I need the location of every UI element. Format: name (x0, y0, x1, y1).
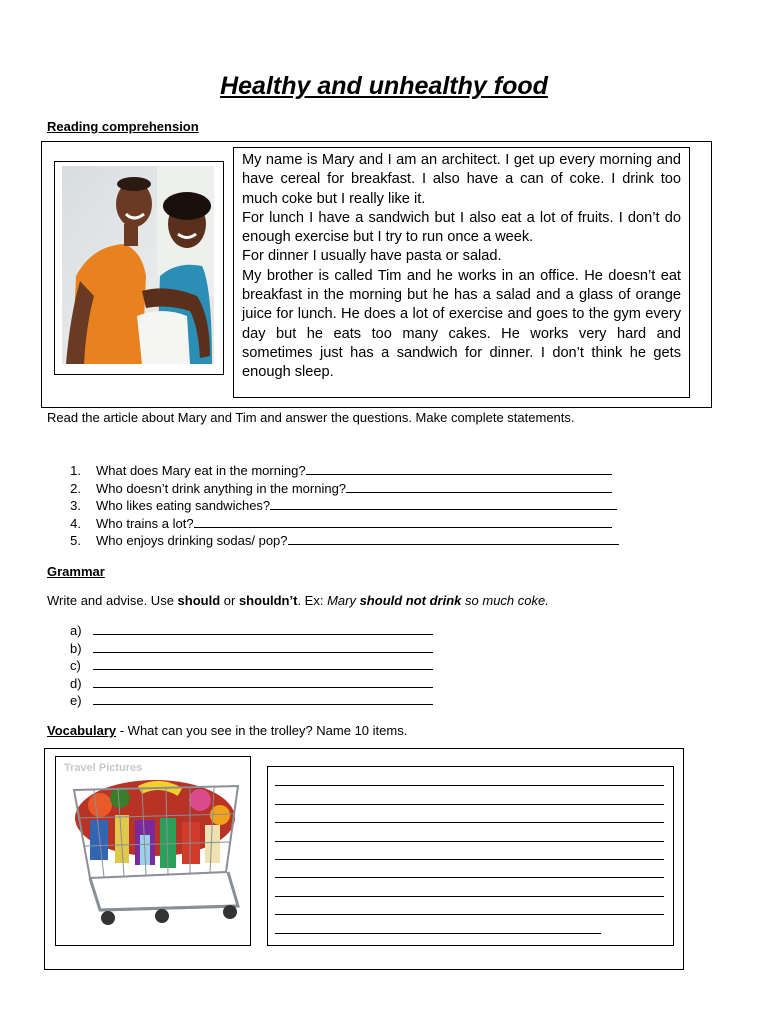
grammar-list (47, 622, 447, 710)
vocabulary-heading: Vocabulary (47, 723, 117, 738)
answer-line[interactable] (346, 480, 612, 493)
answer-line[interactable] (194, 515, 612, 528)
answer-line[interactable] (93, 622, 433, 635)
grammar-item (47, 622, 447, 640)
passage-paragraph: For dinner I usually have pasta or salad. (242, 248, 502, 265)
reading-instruction: Read the article about Mary and Tim and answer the questions. Make complete statements. (47, 410, 575, 425)
question-item (47, 480, 647, 498)
answer-line[interactable] (275, 786, 664, 804)
grammar-item (47, 640, 447, 658)
answer-line[interactable] (93, 692, 433, 705)
answer-line[interactable] (275, 805, 664, 823)
question-item (47, 462, 647, 480)
item-label: e) (70, 693, 82, 709)
question-text: Who enjoys drinking sodas/ pop? (96, 533, 288, 548)
answer-line[interactable] (93, 675, 433, 688)
vocabulary-instruction (47, 723, 407, 738)
question-text: Who doesn’t drink anything in the morning? (96, 480, 347, 496)
question-number: 5. (70, 533, 81, 548)
answer-line[interactable] (275, 842, 664, 860)
example-text: Mary (327, 593, 360, 608)
answer-line[interactable] (270, 497, 617, 510)
instruction-text: . Ex: (297, 593, 328, 608)
grammar-item (47, 675, 447, 693)
answer-line[interactable] (93, 657, 433, 670)
keyword-should: should (177, 593, 221, 608)
question-text: Who trains a lot? (96, 515, 194, 531)
question-item (47, 532, 647, 550)
question-item (47, 515, 647, 533)
example-bold: should not drink (359, 593, 462, 608)
question-list (47, 462, 647, 550)
keyword-shouldnt: shouldn’t (238, 593, 298, 608)
passage-paragraph: My brother is called Tim and he works in an office. He doesn’t eat breakfast in the morning but he has a salad and a glass of orange juice for lunch. He does a lot of exercise and goes to the gym every day but he eats too many cakes. He works very hard and sometimes just has a sandwich for dinner. I don’t think he gets enough sleep. (242, 267, 681, 381)
page-title: Healthy and unhealthy food (220, 72, 548, 100)
question-item (47, 497, 647, 515)
passage-paragraph: My name is Mary and I am an architect. I get up every morning and have cereal for breakfast. I also have a can of coke. I drink too much coke but I really like it. (242, 152, 681, 207)
trolley-photo (60, 760, 248, 932)
example-text: so much coke. (461, 593, 549, 608)
item-label: c) (70, 658, 81, 674)
instruction-text: - What can you see in the trolley? Name 10 items. (116, 723, 408, 738)
grammar-item (47, 692, 447, 710)
item-label: a) (70, 623, 82, 638)
question-number: 3. (70, 498, 81, 513)
answer-line[interactable] (275, 768, 664, 786)
reading-passage (233, 147, 690, 398)
answer-line[interactable] (275, 897, 664, 915)
question-number: 1. (70, 463, 81, 478)
item-label: b) (70, 640, 82, 656)
answer-line[interactable] (288, 532, 619, 545)
answer-line[interactable] (275, 878, 664, 896)
grammar-item (47, 657, 447, 675)
instruction-text: Write and advise. Use (47, 593, 178, 608)
vocabulary-lines (275, 768, 664, 934)
answer-line[interactable] (306, 462, 612, 475)
grammar-heading: Grammar (47, 564, 105, 579)
answer-line[interactable] (275, 915, 601, 933)
answer-line[interactable] (275, 823, 664, 841)
grammar-instruction (47, 593, 549, 608)
item-label: d) (70, 675, 82, 691)
answer-line[interactable] (275, 860, 664, 878)
question-text: Who likes eating sandwiches? (96, 498, 271, 513)
answer-line[interactable] (93, 640, 433, 653)
instruction-text: or (220, 593, 239, 608)
reading-heading: Reading comprehension (47, 119, 199, 134)
question-number: 4. (70, 515, 81, 531)
passage-paragraph: For lunch I have a sandwich but I also eat a lot of fruits. I don’t do enough exercise but I try to run once a week. (242, 209, 681, 246)
watermark: Travel Pictures (64, 762, 143, 774)
question-text: What does Mary eat in the morning? (96, 463, 306, 478)
question-number: 2. (70, 480, 81, 496)
couple-photo (62, 166, 214, 364)
